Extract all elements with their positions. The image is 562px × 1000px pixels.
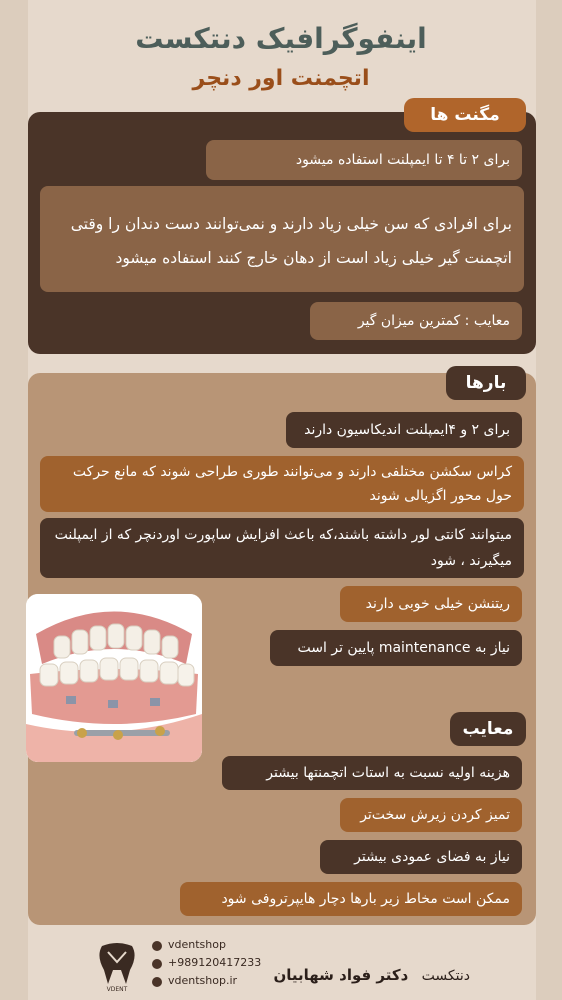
- bar-item: [40, 518, 524, 578]
- whatsapp-icon: [152, 959, 162, 969]
- disadvantage-item-text: ممکن است مخاط زیر بارها دچار هایپرتروفی شود: [221, 891, 510, 907]
- bars-tag: بارها: [446, 366, 526, 400]
- logo-text: VDENT: [106, 986, 128, 993]
- disadvantage-item: [340, 798, 522, 832]
- tooth-logo-icon: [92, 940, 142, 992]
- bar-item-text: ریتنشن خیلی خوبی دارند: [365, 596, 510, 612]
- magnet-item: [206, 140, 522, 180]
- vdent-logo: [92, 940, 142, 992]
- magnet-item: [310, 302, 522, 340]
- disadvantage-item: [180, 882, 522, 916]
- phone-number[interactable]: +989120417233: [168, 956, 262, 969]
- instagram-handle[interactable]: vdentshop: [168, 938, 226, 951]
- denture-illustration: [26, 594, 202, 762]
- brand-name: دکتر فواد شهابیان: [273, 966, 409, 984]
- disadvantages-tag: معایب: [450, 712, 526, 746]
- globe-icon: [152, 977, 162, 987]
- bar-item-text: کراس سکشن مختلفی دارند و می‌توانند طوری طراحی شوند که مانع حرکت حول محور اگزیالی شوند: [72, 464, 512, 504]
- disadvantage-item: [222, 756, 522, 790]
- brand-prefix: دنتکست: [421, 968, 470, 984]
- bar-item-text: میتوانند کانتی لور داشته باشند،که باعث افزایش ساپورت اوردنچر که از ایمپلنت میگیرند ، شود: [54, 527, 512, 569]
- bar-item: [40, 456, 524, 512]
- instagram-icon: [152, 941, 162, 951]
- bar-item-text: برای ۲ و ۴ایمپلنت اندیکاسیون دارند: [304, 422, 510, 438]
- website-link[interactable]: vdentshop.ir: [168, 974, 238, 987]
- bar-item: [286, 412, 522, 448]
- disadvantage-item-text: نیاز به فضای عمودی بیشتر: [354, 849, 510, 865]
- magnet-item: [40, 186, 524, 292]
- magnet-item-text: برای ۲ تا ۴ تا ایمپلنت استفاده میشود: [295, 152, 510, 168]
- disadvantage-item: [320, 840, 522, 874]
- page-title: اینفوگرافیک دنتکست: [135, 22, 427, 55]
- bg-stripe-left: [0, 0, 28, 1000]
- disadvantage-item-text: تمیز کردن زیرش سخت‌تر: [360, 807, 510, 823]
- bar-item-text: نیاز به maintenance پایین تر است: [297, 640, 510, 656]
- bar-item: [340, 586, 522, 622]
- bar-item: [270, 630, 522, 666]
- brand-signature: [273, 966, 470, 984]
- bg-stripe-right: [536, 0, 562, 1000]
- page-subtitle: اتچمنت اور دنچر: [192, 66, 370, 91]
- magnet-item-text: برای افرادی که سن خیلی زیاد دارند و نمی‌توانند دست دندان را وقتی اتچمنت گیر خیلی زیاد است از دهان خارج کنند استفاده میشود: [70, 215, 512, 267]
- disadvantage-item-text: هزینه اولیه نسبت به استات اتچمنتها بیشتر: [266, 765, 510, 781]
- denture-image: [26, 594, 202, 762]
- magnets-tag: مگنت ها: [404, 98, 526, 132]
- magnet-item-text: معایب : کمترین میزان گیر: [357, 313, 510, 329]
